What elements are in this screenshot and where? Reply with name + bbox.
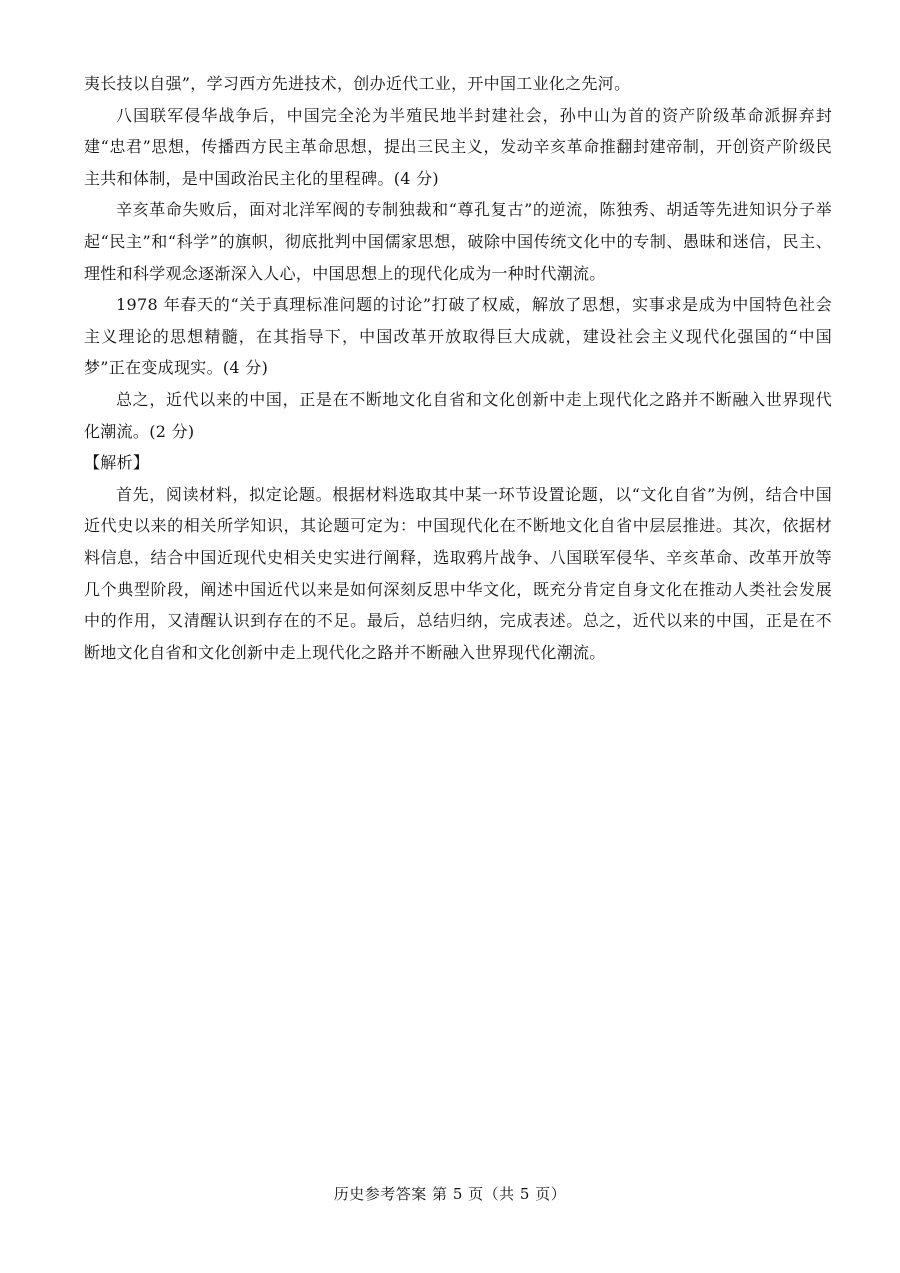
answer-paragraph-eight-nation: 八国联军侵华战争后，中国完全沦为半殖民地半封建社会，孙中山为首的资产阶级革命派摒弃封建“忠君”思想，传播西方民主革命思想，提出三民主义，发动辛亥革命推翻封建帝制，开创资产阶级民主共和体制，是中国政治民主化的里程碑。(4 分) (84, 105, 832, 188)
answer-paragraph-conclusion: 总之，近代以来的中国，正是在不断地文化自省和文化创新中走上现代化之路并不断融入世界现代化潮流。(2 分) (84, 389, 832, 441)
answer-paragraph-continuation: 夷长技以自强”，学习西方先进技术，创办近代工业，开中国工业化之先河。 (84, 74, 631, 93)
page-footer: 历史参考答案 第 5 页（共 5 页） (333, 1185, 567, 1203)
analysis-heading: 【解析】 (84, 453, 150, 473)
document-body (84, 68, 832, 668)
answer-paragraph-xinhai: 辛亥革命失败后，面对北洋军阀的专制独裁和“尊孔复古”的逆流，陈独秀、胡适等先进知识分子举起“民主”和“科学”的旗帜，彻底批判中国儒家思想，破除中国传统文化中的专制、愚昧和迷信，民主、理性和科学观念逐渐深入人心，中国思想上的现代化成为一种时代潮流。 (84, 200, 832, 283)
answer-paragraph-1978: 1978 年春天的“关于真理标准问题的讨论”打破了权威，解放了思想，实事求是成为中国特色社会主义理论的思想精髓，在其指导下，中国改革开放取得巨大成就，建设社会主义现代化强国的“中国梦”正在变成现实。(4 分) (84, 295, 832, 378)
analysis-text: 首先，阅读材料，拟定论题。根据材料选取其中某一环节设置论题，以“文化自省”为例，结合中国近代史以来的相关所学知识，其论题可定为：中国现代化在不断地文化自省中层层推进。其次，依据材料信息，结合中国近现代史相关史实进行阐释，选取鸦片战争、八国联军侵华、辛亥革命、改革开放等几个典型阶段，阐述中国近代以来是如何深刻反思中华文化，既充分肯定自身文化在推动人类社会发展中的作用，又清醒认识到存在的不足。最后，总结归纳，完成表述。总之，近代以来的中国，正是在不断地文化自省和文化创新中走上现代化之路并不断融入世界现代化潮流。 (84, 484, 832, 662)
